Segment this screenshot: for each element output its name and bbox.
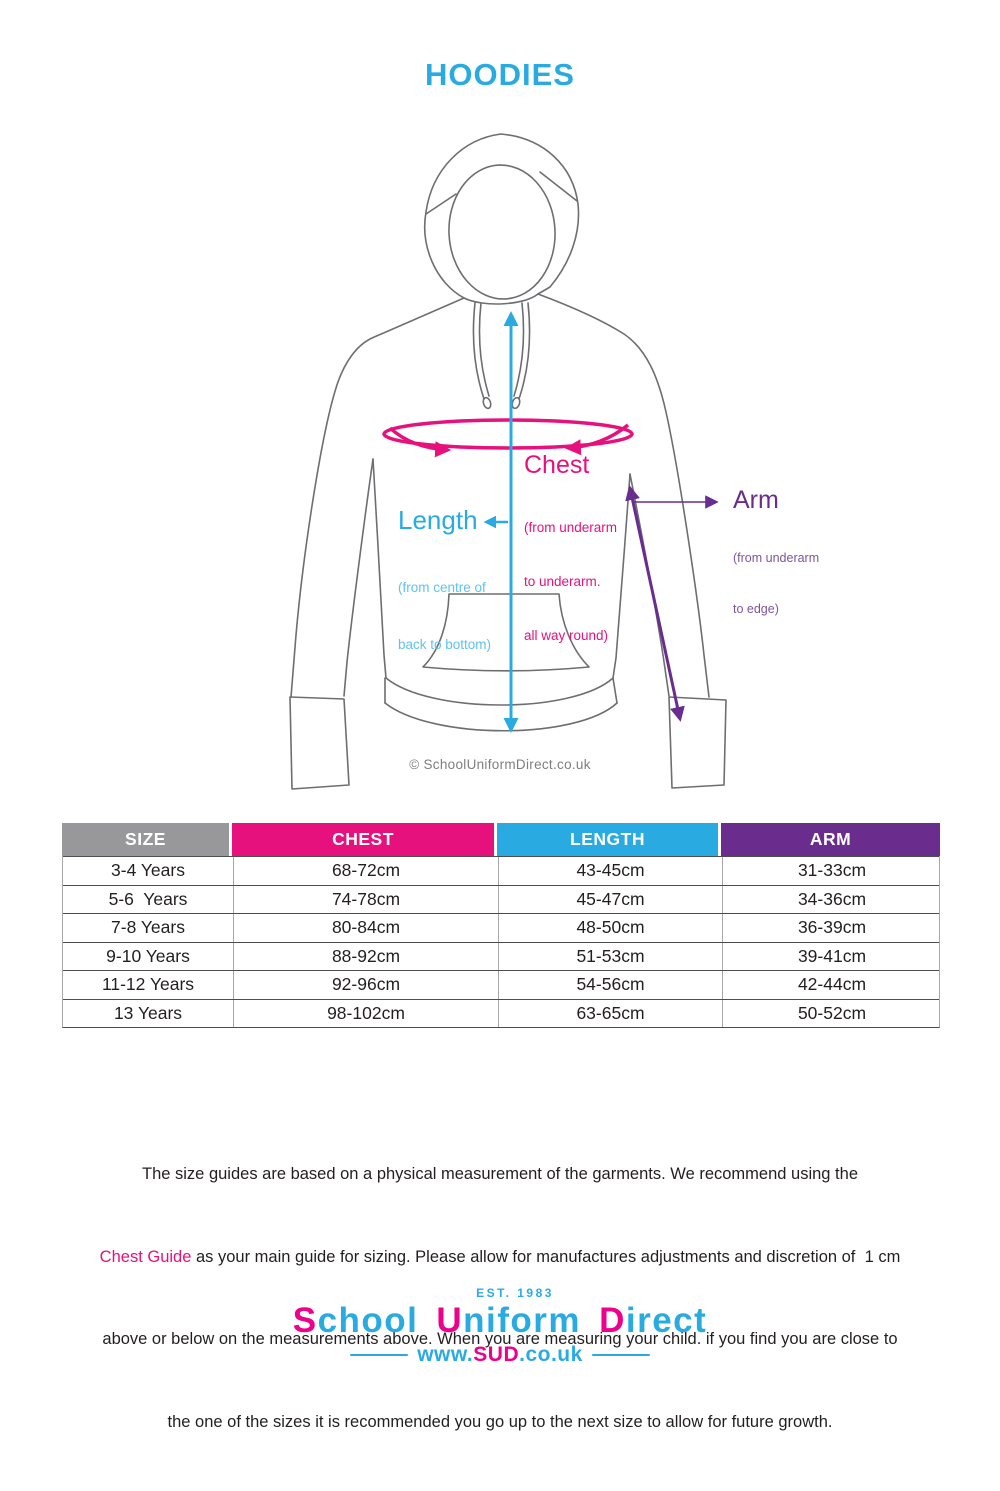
chest-cell: 80-84cm (233, 914, 498, 942)
hoodie-diagram-icon (270, 125, 735, 795)
hoodie-outline (290, 134, 726, 789)
chest-cell: 88-92cm (233, 943, 498, 971)
length-cell: 63-65cm (498, 1000, 722, 1028)
logo-word-uniform: Uniform (436, 1301, 582, 1340)
logo-established-text: EST. 1983 (476, 1286, 554, 1300)
logo-rule-right (592, 1354, 650, 1357)
length-cell: 45-47cm (498, 886, 722, 914)
table-row (63, 913, 939, 942)
chest-cell: 92-96cm (233, 971, 498, 999)
length-sublabel: (from centre of back to bottom) (398, 580, 492, 652)
arm-cell: 34-36cm (722, 886, 941, 914)
length-label: Length (398, 505, 478, 535)
logo-word-direct: Direct (599, 1301, 708, 1340)
table-row (63, 856, 939, 885)
size-cell: 9-10 Years (106, 945, 190, 966)
note-line: The size guides are based on a physical measurement of the garments. We recommend using the (142, 1165, 858, 1183)
size-cell: 11-12 Years (101, 974, 195, 995)
length-cell: 51-53cm (498, 943, 722, 971)
table-row (63, 885, 939, 914)
logo-url-row (0, 1343, 1000, 1367)
column-header-chest: CHEST (232, 823, 497, 856)
logo-wordmark (0, 1301, 1000, 1341)
chest-sublabel: (from underarm to underarm. all way round) (524, 520, 618, 643)
arm-cell: 42-44cm (722, 971, 941, 999)
page-title: HOODIES (425, 57, 575, 92)
table-row (63, 999, 939, 1028)
chest-guide-highlight: Chest Guide (99, 1247, 192, 1266)
size-cell: 7-8 Years (111, 917, 185, 938)
size-cell: 13 Years (113, 1002, 183, 1023)
arm-cell: 31-33cm (722, 857, 941, 885)
chest-label: Chest (524, 451, 590, 479)
length-cell: 48-50cm (498, 914, 722, 942)
copyright-text: © SchoolUniformDirect.co.uk (409, 757, 591, 772)
column-header-size: SIZE (62, 823, 232, 856)
note-line: Chest Guide as your main guide for sizing. Please allow for manufactures adjustments and discretion of 1 cm (99, 1247, 901, 1266)
logo-word-school: School (292, 1301, 419, 1340)
logo-rule-left (350, 1354, 408, 1357)
column-header-arm: ARM (721, 823, 940, 856)
logo-url: www.SUD.co.uk (417, 1343, 583, 1366)
arm-cell: 39-41cm (722, 943, 941, 971)
chest-cell: 98-102cm (233, 1000, 498, 1028)
size-table-body (62, 856, 940, 1028)
arm-measure-arrow (630, 488, 680, 719)
brand-logo (0, 1286, 1000, 1367)
table-row (63, 942, 939, 971)
chest-cell: 68-72cm (233, 857, 498, 885)
size-cell: 5-6 Years (108, 888, 188, 909)
size-table-header (62, 823, 940, 856)
note-line: the one of the sizes it is recommended you go up to the next size to allow for future growth. (167, 1412, 833, 1431)
arm-cell: 50-52cm (722, 1000, 941, 1028)
chest-cell: 74-78cm (233, 886, 498, 914)
arm-cell: 36-39cm (722, 914, 941, 942)
table-row (63, 970, 939, 999)
length-cell: 54-56cm (498, 971, 722, 999)
size-cell: 3-4 Years (111, 860, 185, 881)
length-cell: 43-45cm (498, 857, 722, 885)
arm-sublabel: (from underarm to edge) (733, 551, 820, 616)
arm-label: Arm (733, 486, 779, 514)
column-header-length: LENGTH (497, 823, 721, 856)
note-line: above or below on the measurements above. When you are measuring your child. if you find you are close to (102, 1330, 898, 1348)
size-table (62, 823, 940, 1028)
